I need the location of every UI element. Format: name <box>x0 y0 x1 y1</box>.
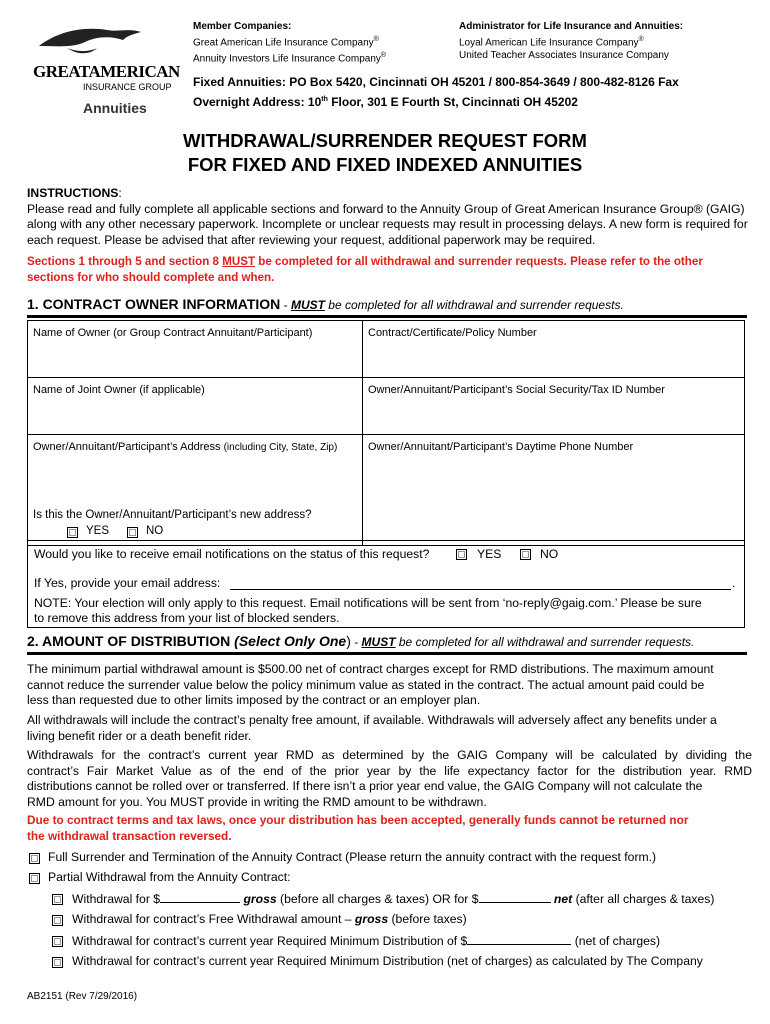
instructions-line-2: along with any other necessary paperwork. Incomplete or unclear requests may result in processing delays. A new form is required for <box>27 217 748 231</box>
warning-line-1: Due to contract terms and tax laws, once your distribution has been accepted, generally funds cannot be returned nor <box>27 813 689 827</box>
instructions-red-1c: be completed for all withdrawal and surrender requests. Please refer to the other <box>255 255 703 268</box>
company-logo <box>33 24 183 120</box>
email-address-end: . <box>732 576 736 590</box>
email-no-checkbox[interactable] <box>520 549 531 560</box>
form-number-footer: AB2151 (Rev 7/29/2016) <box>27 991 138 1002</box>
p2-line: All withdrawals will include the contract’s penalty free amount, if available. Withdrawals will adversely affect any benefits under a <box>27 713 717 727</box>
member-company-2: Annuity Investors Life Insurance Company <box>193 53 381 65</box>
joint-owner-label: Name of Joint Owner (if applicable) <box>33 384 205 396</box>
logo-brand-american: AMERICAN <box>88 62 180 81</box>
p3-line: contract’s Fair Market Value as of the end of the prior year by the life expectancy factor for the distribution year. RMD <box>27 763 752 778</box>
section-1-must: MUST <box>290 298 325 312</box>
new-address-yes-label: YES <box>86 525 110 537</box>
admin-company-1: Loyal American Life Insurance Company <box>459 37 639 49</box>
owner-name-field[interactable] <box>28 321 363 378</box>
partial-withdrawal-label: Partial Withdrawal from the Annuity Contract: <box>48 870 291 884</box>
rmd-amount-checkbox[interactable] <box>52 936 63 947</box>
phone-field[interactable] <box>363 435 745 546</box>
email-no-label: NO <box>540 547 559 561</box>
logo-division: Annuities <box>83 100 147 116</box>
overnight-address <box>193 95 578 109</box>
registered-mark: ® <box>380 52 387 60</box>
rmd-amount-text-a: Withdrawal for contract’s current year Required Minimum Distribution of $ <box>72 934 468 948</box>
withdrawal-amount-text-b: (before all charges & taxes) OR for $ <box>276 892 479 906</box>
section-1-note: be completed for all withdrawal and surrender requests. <box>324 298 624 312</box>
address-label-detail: (including City, State, Zip) <box>223 442 338 453</box>
section-1-rule <box>27 315 747 318</box>
overnight-address-pre: Overnight Address: 10 <box>193 95 322 109</box>
section-2-must: MUST <box>361 635 396 649</box>
logo-brand-great: GREAT <box>33 62 89 81</box>
contract-number-label: Contract/Certificate/Policy Number <box>368 327 537 339</box>
email-address-label: If Yes, provide your email address: <box>34 576 221 590</box>
section-1-heading <box>27 296 624 314</box>
rmd-amount-text-b: (net of charges) <box>571 934 661 948</box>
section-1-title: 1. CONTRACT OWNER INFORMATION <box>27 296 281 312</box>
full-surrender-label: Full Surrender and Termination of the Annuity Contract (Please return the annuity contract with the request form.) <box>48 850 657 864</box>
eagle-icon <box>37 24 147 64</box>
full-surrender-checkbox[interactable] <box>29 853 40 864</box>
new-address-yes-checkbox[interactable] <box>67 527 78 538</box>
ssn-label: Owner/Annuitant/Participant’s Social Security/Tax ID Number <box>368 384 665 396</box>
section-1-dash: - <box>280 298 291 312</box>
section-2-dash: - <box>350 635 362 649</box>
free-withdrawal-row <box>72 912 467 928</box>
p3-line: distributions cannot be rolled over or transferred. If there isn’t a prior year end value, the GAIG Company will not calculate the <box>27 779 703 793</box>
logo-brand-sub: INSURANCE GROUP <box>83 82 172 92</box>
member-companies <box>193 20 443 66</box>
free-withdrawal-text-b: (before taxes) <box>388 912 467 926</box>
new-address-no-checkbox[interactable] <box>127 527 138 538</box>
new-address-no-label: NO <box>146 525 164 537</box>
section-2-select-only-one: (Select Only One <box>230 633 347 649</box>
distribution-paragraph-3 <box>27 748 752 810</box>
withdrawal-amount-text-c: (after all charges & taxes) <box>572 892 715 906</box>
instructions-label: INSTRUCTIONS <box>27 186 119 200</box>
instructions-line-3: each request. Please be advised that after reviewing your request, additional paperwork may be required. <box>27 232 596 247</box>
net-amount-input[interactable] <box>479 891 551 903</box>
partial-withdrawal-checkbox[interactable] <box>29 873 40 884</box>
registered-mark: ® <box>373 36 379 43</box>
section-2-paren-end: ) <box>346 633 351 649</box>
free-withdrawal-text-a: Withdrawal for contract’s Free Withdrawal amount – <box>72 912 355 926</box>
admin-label: Administrator for Life Insurance and Annuities: <box>459 21 684 32</box>
email-question: Would you like to receive email notifications on the status of this request? <box>34 547 430 561</box>
free-withdrawal-gross: gross <box>354 912 389 926</box>
instructions-red-1a: Sections 1 through 5 and section 8 <box>27 255 223 268</box>
instructions-colon: : <box>118 186 122 200</box>
withdrawal-amount-text-a: Withdrawal for $ <box>72 892 161 906</box>
instructions <box>27 186 752 285</box>
administrator-companies <box>459 20 749 62</box>
p2-line: living benefit rider or a death benefit rider. <box>27 728 252 743</box>
member-company-1: Great American Life Insurance Company <box>193 37 374 49</box>
new-address-question: Is this the Owner/Annuitant/Participant’s new address? <box>33 509 312 521</box>
contract-number-field[interactable] <box>363 321 745 378</box>
fixed-annuities-address: Fixed Annuities: PO Box 5420, Cincinnati OH 45201 / 800-854-3649 / 800-482-8126 Fax <box>193 75 679 89</box>
overnight-address-sup: th <box>321 96 328 103</box>
p3-line: Withdrawals for the contract’s current year RMD as determined by the GAIG Company will be calculated by dividing the <box>27 748 752 762</box>
section-2-note: be completed for all withdrawal and surrender requests. <box>395 635 695 649</box>
overnight-address-post: Floor, 301 E Fourth St, Cincinnati OH 45202 <box>327 95 578 109</box>
p1-line: The minimum partial withdrawal amount is $500.00 net of contract charges except for RMD distributions. The maximum amount <box>27 662 714 676</box>
net-text: net <box>553 892 573 906</box>
ssn-field[interactable] <box>363 378 745 435</box>
email-note-line-1: NOTE: Your election will only apply to this request. Email notifications will be sent from ‘no-reply@gaig.com.’ Please be sure <box>34 596 702 610</box>
phone-label: Owner/Annuitant/Participant’s Daytime Phone Number <box>368 441 634 453</box>
p1-line: cannot reduce the surrender value below the policy minimum value as stated in the contract. The actual amount paid could be <box>27 677 705 692</box>
instructions-red-must: MUST <box>222 255 256 268</box>
rmd-calculated-label: Withdrawal for contract’s current year Required Minimum Distribution (net of charges) as calculated by The Company <box>72 954 703 968</box>
gross-amount-input[interactable] <box>160 891 240 903</box>
address-label: Owner/Annuitant/Participant’s Address <box>33 441 221 453</box>
joint-owner-field[interactable] <box>28 378 363 435</box>
p3-line: RMD amount for you. You MUST provide in writing the RMD amount to be withdrawn. <box>27 794 487 809</box>
email-address-input[interactable] <box>230 589 731 590</box>
gross-text: gross <box>243 892 277 906</box>
section-2-title: 2. AMOUNT OF DISTRIBUTION <box>27 633 231 649</box>
member-label: Member Companies: <box>193 21 292 32</box>
distribution-warning <box>27 813 752 844</box>
instructions-line-1: Please read and fully complete all applicable sections and forward to the Annuity Group of Great American Insurance Group® (GAIG) <box>27 201 745 216</box>
distribution-paragraph-1 <box>27 662 752 709</box>
admin-company-2: United Teacher Associates Insurance Company <box>459 50 669 62</box>
email-yes-checkbox[interactable] <box>456 549 467 560</box>
warning-line-2: the withdrawal transaction reversed. <box>27 828 232 843</box>
withdrawal-amount-checkbox[interactable] <box>52 894 63 905</box>
rmd-amount-input[interactable] <box>467 933 571 945</box>
distribution-paragraph-2 <box>27 713 752 744</box>
form-title-line-1: WITHDRAWAL/SURRENDER REQUEST FORM <box>183 130 587 151</box>
p1-line: less than requested due to other limits imposed by the contract or an employer plan. <box>27 693 481 707</box>
rmd-calculated-checkbox[interactable] <box>52 957 63 968</box>
registered-mark: ® <box>638 36 644 43</box>
withdrawal-amount-row <box>72 891 714 908</box>
email-note-line-2: to remove this address from your list of blocked senders. <box>34 611 340 625</box>
rmd-amount-row <box>72 933 660 950</box>
free-withdrawal-checkbox[interactable] <box>52 915 63 926</box>
instructions-red-2: sections for who should complete and when. <box>27 270 275 284</box>
section-2-rule <box>27 652 747 655</box>
section-2-heading <box>27 633 694 651</box>
email-yes-label: YES <box>477 547 502 561</box>
owner-name-label: Name of Owner (or Group Contract Annuitant/Participant) <box>33 327 313 339</box>
form-title-line-2: FOR FIXED AND FIXED INDEXED ANNUITIES <box>187 154 583 175</box>
